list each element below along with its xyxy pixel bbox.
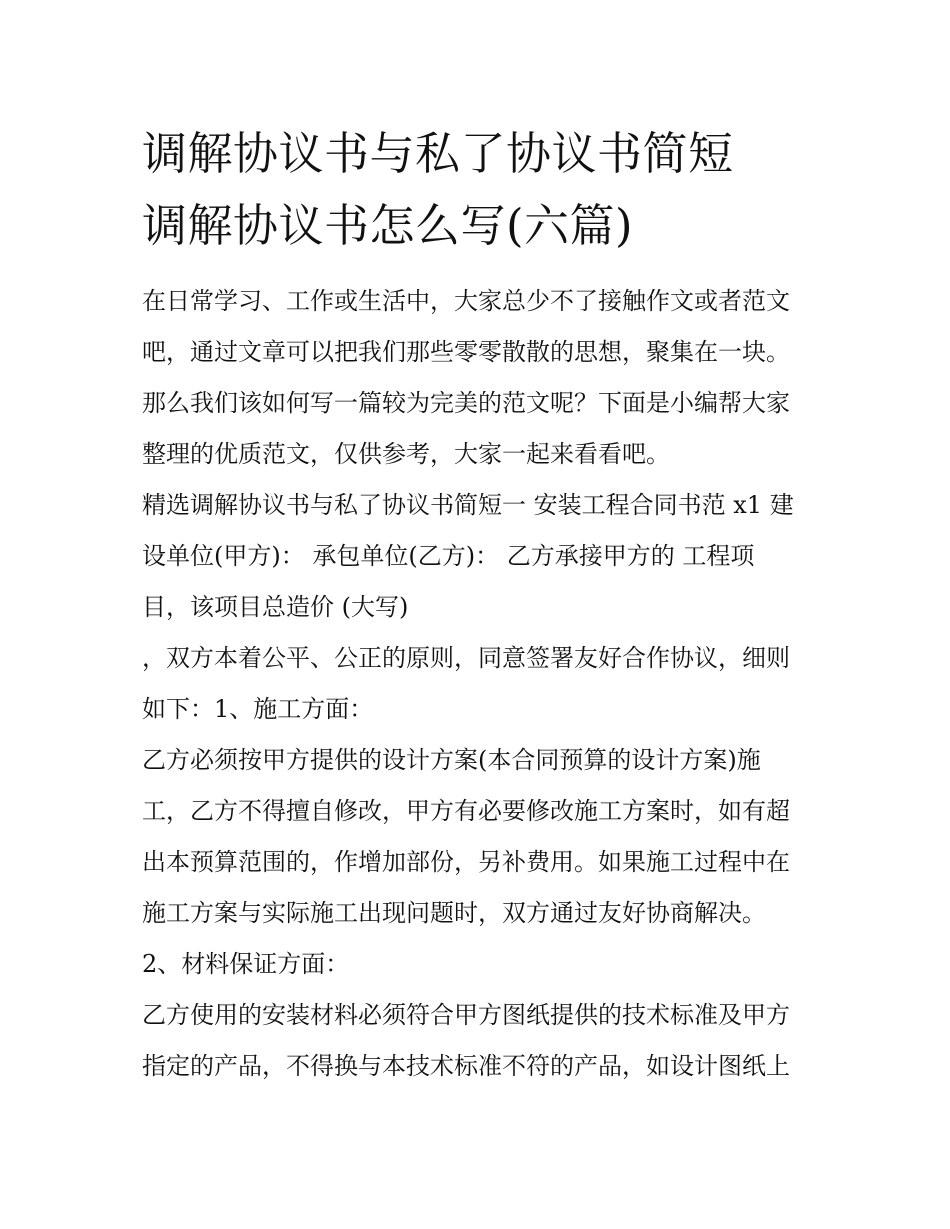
text-line: ，双方本着公平、公正的原则，同意签署友好合作协议，细则 — [142, 644, 790, 672]
text-line: 乙方必须按甲方提供的设计方案(本合同预算的设计方案)施 — [142, 746, 761, 774]
text-line: 乙方使用的安装材料必须符合甲方图纸提供的技术标准及甲方 — [142, 1001, 790, 1029]
document-title — [142, 118, 814, 262]
text-line: 指定的产品，不得换与本技术标准不符的产品，如设计图纸上 — [142, 1052, 790, 1080]
text-line: 工，乙方不得擅自修改，甲方有必要修改施工方案时，如有超 — [142, 797, 790, 825]
text-line: 那么我们该如何写一篇较为完美的范文呢？下面是小编帮大家 — [142, 389, 790, 417]
text-line: 在日常学习、工作或生活中，大家总少不了接触作文或者范文 — [142, 287, 790, 315]
text-line: 出本预算范围的，作增加部份，另补费用。如果施工过程中在 — [142, 848, 790, 876]
body-text — [142, 276, 814, 1092]
text-line: 施工方案与实际施工出现问题时，双方通过友好协商解决。 — [142, 899, 766, 927]
text-line: 整理的优质范文，仅供参考，大家一起来看看吧。 — [142, 440, 670, 468]
document-body — [142, 118, 814, 1092]
text-line: 如下：1、施工方面： — [142, 695, 374, 723]
text-line: 设单位(甲方)： 承包单位(乙方)： 乙方承接甲方的 工程项 — [142, 542, 755, 570]
text-line: 精选调解协议书与私了协议书简短一 安装工程合同书范 x1 建 — [142, 491, 794, 519]
title-line: 调解协议书怎么写(六篇) — [142, 199, 634, 252]
text-line: 2、材料保证方面： — [142, 950, 350, 978]
title-line: 调解协议书与私了协议书简短 — [142, 127, 734, 180]
text-line: 目，该项目总造价 (大写) — [142, 593, 409, 621]
text-line: 吧，通过文章可以把我们那些零零散散的思想，聚集在一块。 — [142, 338, 790, 366]
